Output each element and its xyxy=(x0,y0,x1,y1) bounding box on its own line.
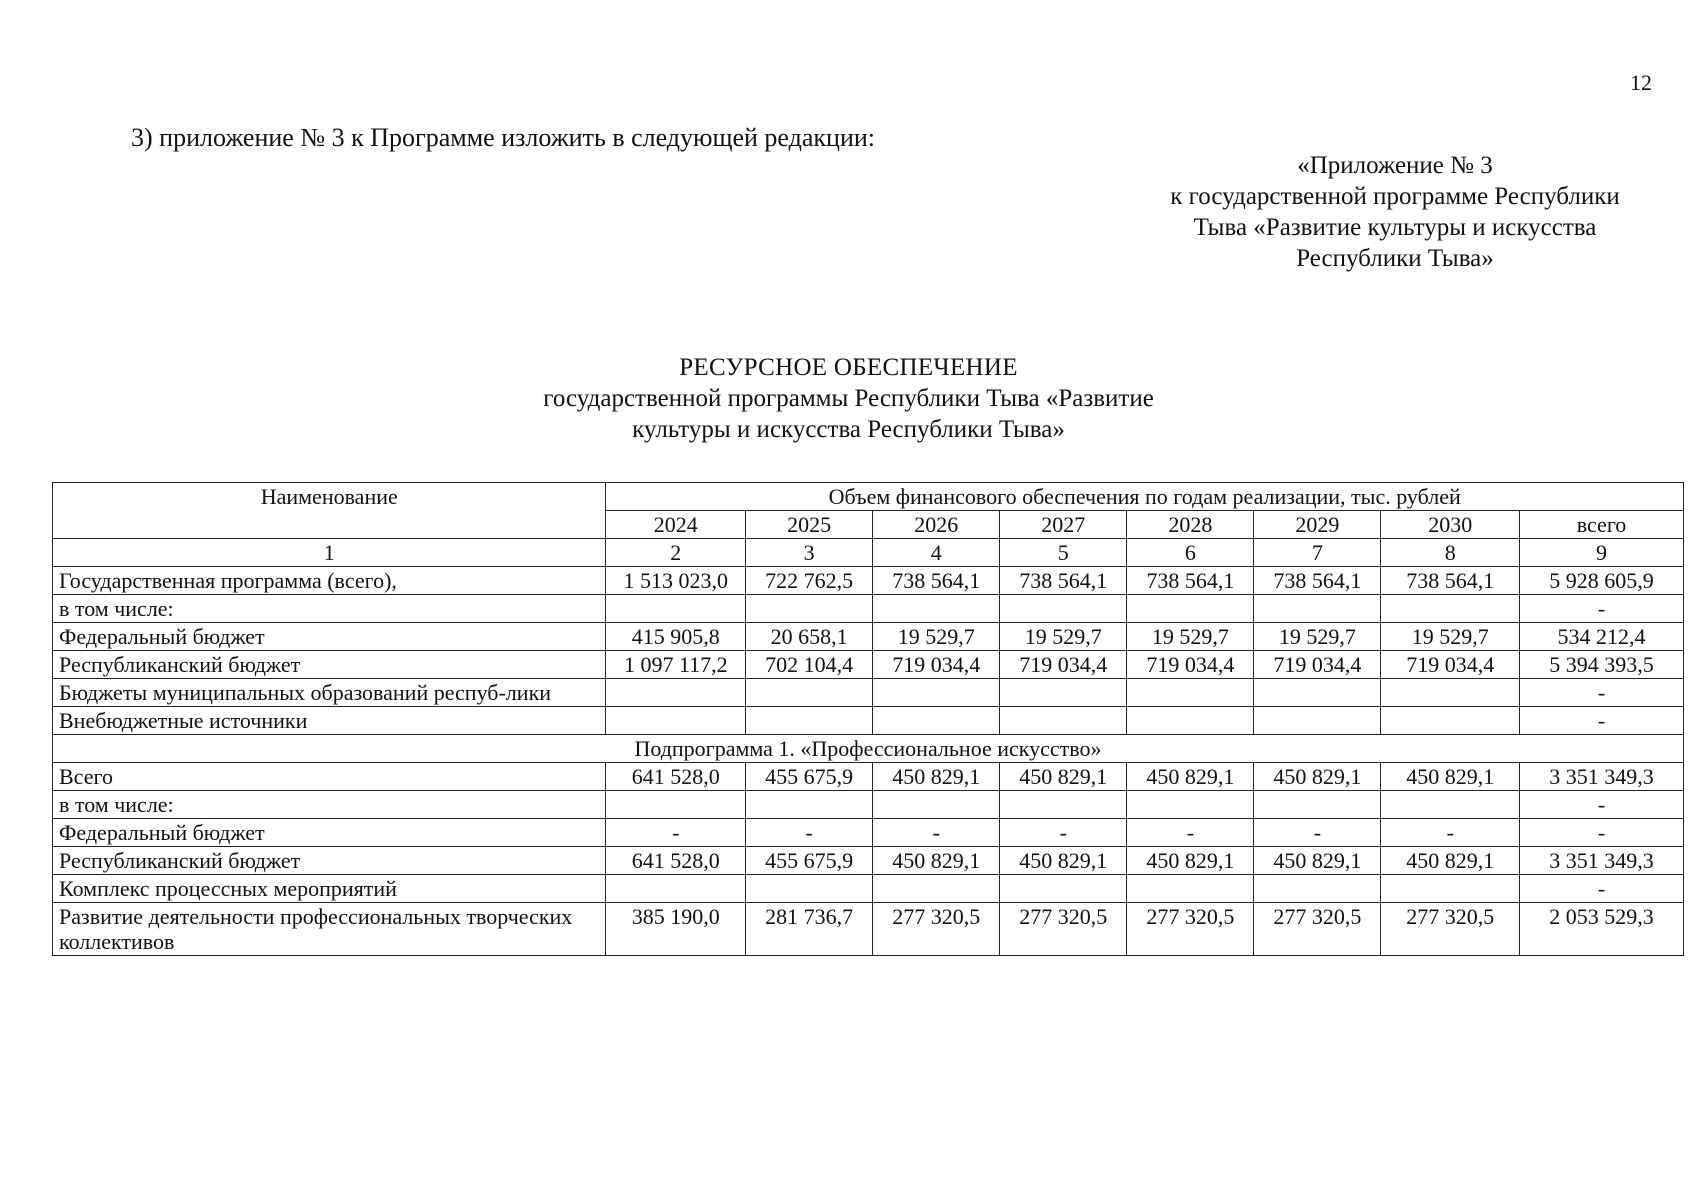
year-value-cell: 702 104,4 xyxy=(746,651,873,679)
table-row xyxy=(53,707,1684,735)
appendix-line: Тыва «Развитие культуры и искусства xyxy=(1193,214,1597,241)
year-value-cell xyxy=(873,595,1000,623)
column-index: 1 xyxy=(53,539,606,567)
appendix-caption xyxy=(1115,150,1675,274)
year-value-cell xyxy=(1000,875,1127,903)
year-header: 2026 xyxy=(873,511,1000,539)
intro-text: 3) приложение № 3 к Программе изложить в следующей редакции: xyxy=(131,123,875,152)
total-value-cell: - xyxy=(1520,707,1684,735)
column-index: 5 xyxy=(1000,539,1127,567)
year-header: 2027 xyxy=(1000,511,1127,539)
year-value-cell: - xyxy=(873,819,1000,847)
appendix-line: Республики Тыва» xyxy=(1296,245,1494,272)
year-value-cell xyxy=(873,791,1000,819)
year-value-cell: 277 320,5 xyxy=(1254,903,1381,956)
year-value-cell xyxy=(1254,679,1381,707)
year-value-cell: 719 034,4 xyxy=(1000,651,1127,679)
total-value-cell: 2 053 529,3 xyxy=(1520,903,1684,956)
year-value-cell: - xyxy=(1127,819,1254,847)
year-value-cell: 738 564,1 xyxy=(1000,567,1127,595)
funding-group-header: Объем финансового обеспечения по годам реализации, тыс. рублей xyxy=(606,483,1684,511)
table-row xyxy=(53,875,1684,903)
year-value-cell xyxy=(746,595,873,623)
year-value-cell xyxy=(1254,875,1381,903)
column-index: 7 xyxy=(1254,539,1381,567)
year-value-cell xyxy=(873,679,1000,707)
year-value-cell xyxy=(606,679,746,707)
total-value-cell: 5 394 393,5 xyxy=(1520,651,1684,679)
table-row xyxy=(53,651,1684,679)
title-heading: РЕСУРСНОЕ ОБЕСПЕЧЕНИЕ xyxy=(679,354,1018,381)
year-value-cell: 281 736,7 xyxy=(746,903,873,956)
year-value-cell xyxy=(873,707,1000,735)
total-value-cell: - xyxy=(1520,875,1684,903)
year-value-cell xyxy=(1254,791,1381,819)
column-index: 2 xyxy=(606,539,746,567)
year-header: 2024 xyxy=(606,511,746,539)
year-value-cell xyxy=(1381,679,1520,707)
row-name: Бюджеты муниципальных образований респуб-лики xyxy=(53,679,606,707)
year-value-cell xyxy=(1127,595,1254,623)
year-value-cell: 277 320,5 xyxy=(1381,903,1520,956)
year-header: 2029 xyxy=(1254,511,1381,539)
year-value-cell: 1 513 023,0 xyxy=(606,567,746,595)
year-value-cell: 641 528,0 xyxy=(606,847,746,875)
document-title xyxy=(0,352,1697,445)
year-value-cell: 719 034,4 xyxy=(873,651,1000,679)
year-value-cell: 20 658,1 xyxy=(746,623,873,651)
total-value-cell: - xyxy=(1520,595,1684,623)
year-value-cell: 19 529,7 xyxy=(1127,623,1254,651)
year-value-cell: 738 564,1 xyxy=(1127,567,1254,595)
resources-table xyxy=(52,482,1684,956)
total-value-cell: 3 351 349,3 xyxy=(1520,847,1684,875)
year-value-cell: 450 829,1 xyxy=(873,847,1000,875)
year-value-cell: 19 529,7 xyxy=(1000,623,1127,651)
year-value-cell: 450 829,1 xyxy=(1000,847,1127,875)
column-index: 9 xyxy=(1520,539,1684,567)
row-name: Развитие деятельности профессиональных творческих коллективов xyxy=(53,903,606,956)
year-value-cell xyxy=(1000,679,1127,707)
year-value-cell xyxy=(873,875,1000,903)
page-number: 12 xyxy=(1630,70,1652,95)
year-value-cell: 738 564,1 xyxy=(1254,567,1381,595)
row-name: Федеральный бюджет xyxy=(53,819,606,847)
year-value-cell xyxy=(1381,875,1520,903)
appendix-line: «Приложение № 3 xyxy=(1297,152,1493,179)
table-row xyxy=(53,847,1684,875)
year-header: 2025 xyxy=(746,511,873,539)
table-row xyxy=(53,819,1684,847)
year-value-cell xyxy=(746,707,873,735)
year-value-cell: 719 034,4 xyxy=(1381,651,1520,679)
year-value-cell: 277 320,5 xyxy=(1127,903,1254,956)
year-value-cell: 641 528,0 xyxy=(606,763,746,791)
year-value-cell xyxy=(1127,791,1254,819)
index-row xyxy=(53,539,1684,567)
table-row xyxy=(53,679,1684,707)
year-value-cell xyxy=(1000,791,1127,819)
row-name: Республиканский бюджет xyxy=(53,651,606,679)
year-value-cell xyxy=(606,707,746,735)
row-name: Внебюджетные источники xyxy=(53,707,606,735)
subprogram-title: Подпрограмма 1. «Профессиональное искусство» xyxy=(53,735,1684,763)
total-header: всего xyxy=(1520,511,1684,539)
year-value-cell: 450 829,1 xyxy=(1381,763,1520,791)
row-name: в том числе: xyxy=(53,595,606,623)
year-value-cell xyxy=(606,875,746,903)
year-header: 2030 xyxy=(1381,511,1520,539)
year-value-cell xyxy=(1000,595,1127,623)
year-value-cell xyxy=(1000,707,1127,735)
row-name: Республиканский бюджет xyxy=(53,847,606,875)
year-value-cell xyxy=(1127,875,1254,903)
year-value-cell: 738 564,1 xyxy=(873,567,1000,595)
row-name: Всего xyxy=(53,763,606,791)
table-row xyxy=(53,763,1684,791)
column-index: 8 xyxy=(1381,539,1520,567)
column-index: 4 xyxy=(873,539,1000,567)
total-value-cell: - xyxy=(1520,819,1684,847)
year-value-cell xyxy=(746,679,873,707)
year-value-cell: 719 034,4 xyxy=(1127,651,1254,679)
total-value-cell: 534 212,4 xyxy=(1520,623,1684,651)
year-value-cell: 1 097 117,2 xyxy=(606,651,746,679)
year-header: 2028 xyxy=(1127,511,1254,539)
year-value-cell: 277 320,5 xyxy=(873,903,1000,956)
year-value-cell: 450 829,1 xyxy=(1127,763,1254,791)
year-value-cell: 450 829,1 xyxy=(1254,763,1381,791)
year-value-cell xyxy=(1381,595,1520,623)
total-value-cell: - xyxy=(1520,791,1684,819)
year-value-cell: 722 762,5 xyxy=(746,567,873,595)
table-row xyxy=(53,567,1684,595)
year-value-cell: 450 829,1 xyxy=(873,763,1000,791)
title-line: культуры и искусства Республики Тыва» xyxy=(632,416,1065,443)
total-value-cell: 3 351 349,3 xyxy=(1520,763,1684,791)
year-value-cell xyxy=(1381,707,1520,735)
year-value-cell: 19 529,7 xyxy=(873,623,1000,651)
year-value-cell: - xyxy=(606,819,746,847)
year-value-cell: 455 675,9 xyxy=(746,847,873,875)
year-value-cell xyxy=(1127,707,1254,735)
header-row xyxy=(53,483,1684,511)
year-value-cell xyxy=(1254,595,1381,623)
year-value-cell: 450 829,1 xyxy=(1381,847,1520,875)
year-value-cell xyxy=(1254,707,1381,735)
year-value-cell: 450 829,1 xyxy=(1127,847,1254,875)
year-value-cell: - xyxy=(746,819,873,847)
row-name: в том числе: xyxy=(53,791,606,819)
appendix-line: к государственной программе Республики xyxy=(1170,183,1620,210)
table-row xyxy=(53,595,1684,623)
year-value-cell: 19 529,7 xyxy=(1254,623,1381,651)
year-value-cell: 415 905,8 xyxy=(606,623,746,651)
year-value-cell: 19 529,7 xyxy=(1381,623,1520,651)
year-value-cell: - xyxy=(1381,819,1520,847)
row-name: Федеральный бюджет xyxy=(53,623,606,651)
title-line: государственной программы Республики Тыва «Развитие xyxy=(543,385,1154,412)
year-value-cell: 719 034,4 xyxy=(1254,651,1381,679)
table-row xyxy=(53,623,1684,651)
year-value-cell xyxy=(606,791,746,819)
year-value-cell: 738 564,1 xyxy=(1381,567,1520,595)
year-value-cell: 450 829,1 xyxy=(1000,763,1127,791)
year-value-cell xyxy=(1381,791,1520,819)
year-value-cell xyxy=(606,595,746,623)
year-value-cell: - xyxy=(1000,819,1127,847)
subprogram-row xyxy=(53,735,1684,763)
column-index: 3 xyxy=(746,539,873,567)
year-value-cell: 385 190,0 xyxy=(606,903,746,956)
total-value-cell: - xyxy=(1520,679,1684,707)
year-value-cell: 450 829,1 xyxy=(1254,847,1381,875)
year-value-cell xyxy=(1127,679,1254,707)
name-column-header: Наименование xyxy=(53,483,606,539)
row-name: Государственная программа (всего), xyxy=(53,567,606,595)
year-value-cell: - xyxy=(1254,819,1381,847)
year-value-cell: 455 675,9 xyxy=(746,763,873,791)
column-index: 6 xyxy=(1127,539,1254,567)
total-value-cell: 5 928 605,9 xyxy=(1520,567,1684,595)
table-row xyxy=(53,903,1684,956)
year-value-cell: 277 320,5 xyxy=(1000,903,1127,956)
table-row xyxy=(53,791,1684,819)
year-value-cell xyxy=(746,875,873,903)
row-name: Комплекс процессных мероприятий xyxy=(53,875,606,903)
year-value-cell xyxy=(746,791,873,819)
